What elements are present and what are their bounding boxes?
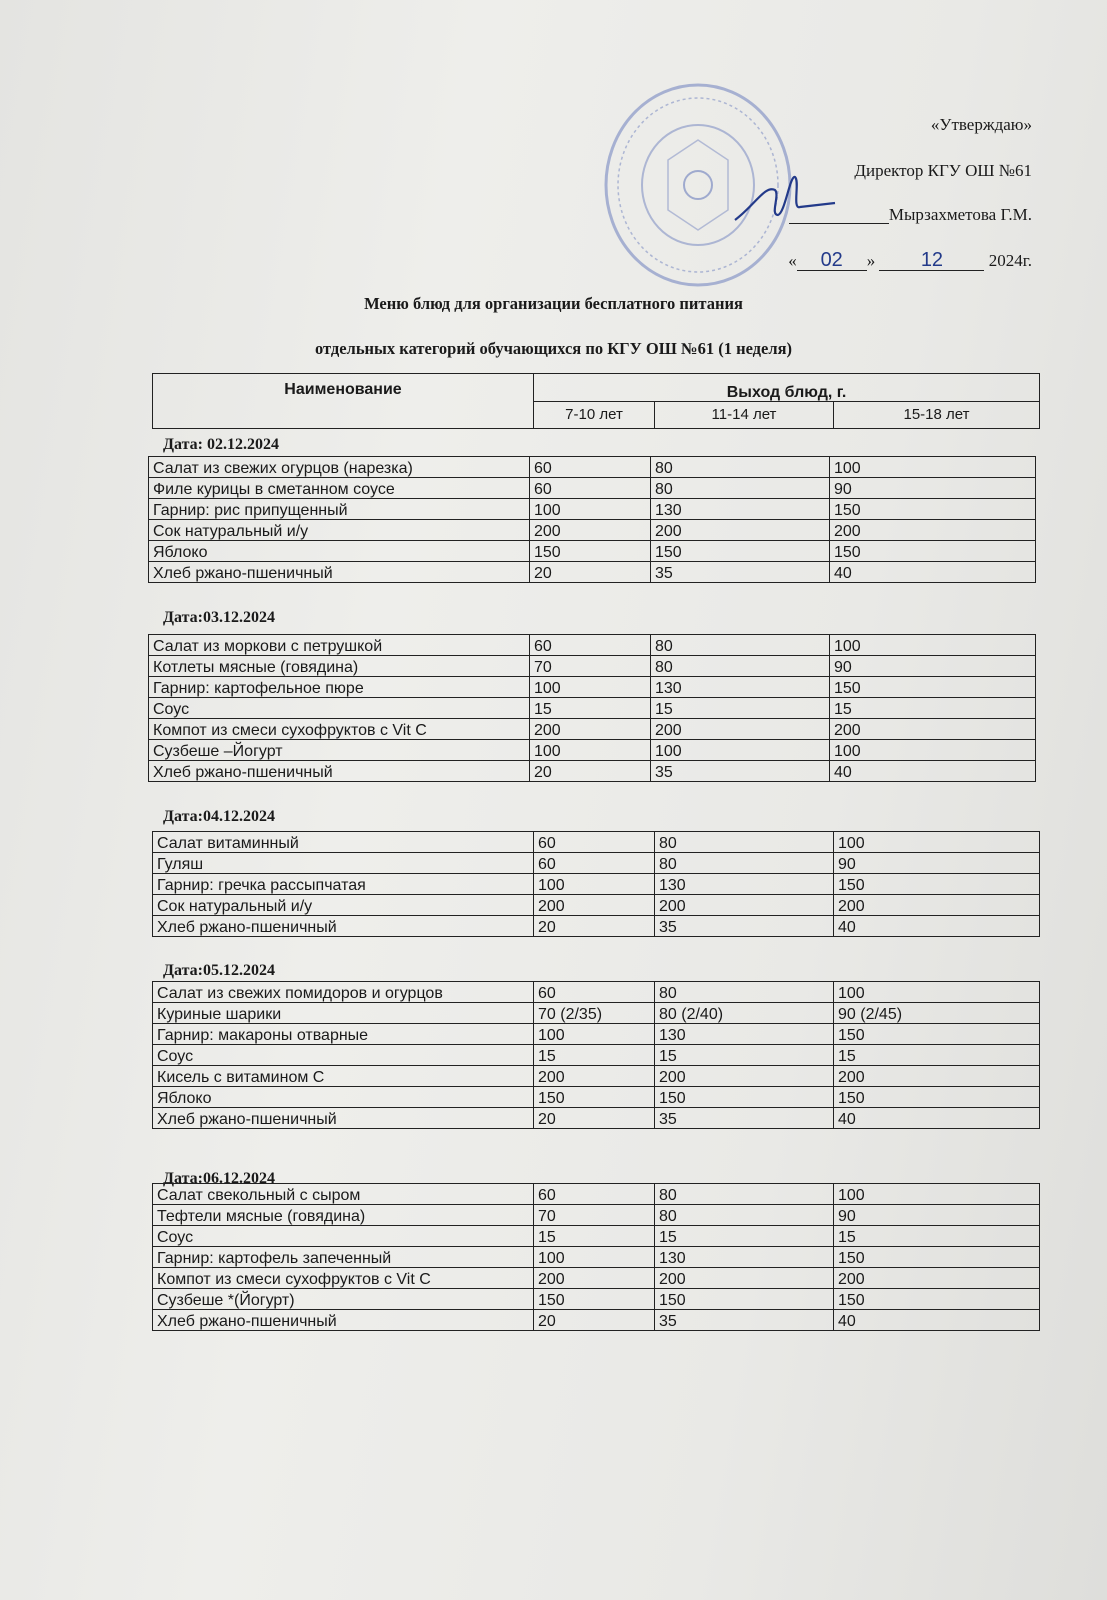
portion-15-18: 40 [834, 1108, 1040, 1129]
age-7-10: 7-10 лет [534, 401, 655, 429]
portion-11-14: 150 [655, 1289, 834, 1310]
portion-7-10: 150 [534, 1087, 655, 1108]
table-row [153, 1045, 1040, 1066]
table-row [153, 1247, 1040, 1268]
dish-name: Салат из свежих помидоров и огурцов [153, 982, 534, 1003]
table-row [153, 1024, 1040, 1045]
portion-15-18: 15 [834, 1045, 1040, 1066]
portion-15-18: 150 [834, 1087, 1040, 1108]
menu-header-table [152, 373, 1040, 429]
portion-15-18: 15 [830, 698, 1036, 719]
header-output-column: Выход блюд, г. [534, 374, 1040, 402]
table-row [153, 1268, 1040, 1289]
director-name: Мырзахметова Г.М. [888, 205, 1032, 224]
dish-name: Тефтели мясные (говядина) [153, 1205, 534, 1226]
day-menu-table [148, 456, 1036, 583]
table-row [153, 1226, 1040, 1247]
portion-15-18: 150 [834, 874, 1040, 895]
day-date-label: Дата:04.12.2024 [163, 808, 275, 825]
portion-7-10: 70 (2/35) [534, 1003, 655, 1024]
day-menu-table [152, 831, 1040, 937]
portion-7-10: 60 [534, 853, 655, 874]
portion-7-10: 60 [530, 457, 651, 478]
portion-15-18: 90 (2/45) [834, 1003, 1040, 1024]
portion-7-10: 60 [530, 635, 651, 656]
portion-7-10: 200 [534, 1268, 655, 1289]
dish-name: Кисель с витамином С [153, 1066, 534, 1087]
approve-heading: «Утверждаю» [930, 115, 1032, 134]
portion-15-18: 150 [830, 677, 1036, 698]
dish-name: Хлеб ржано-пшеничный [153, 916, 534, 937]
day-date-label: Дата:06.12.2024 [163, 1170, 275, 1187]
portion-11-14: 15 [655, 1226, 834, 1247]
portion-15-18: 100 [830, 635, 1036, 656]
dish-name: Куриные шарики [153, 1003, 534, 1024]
portion-15-18: 150 [830, 541, 1036, 562]
director-name-line [789, 206, 1032, 224]
table-row [153, 982, 1040, 1003]
age-11-14: 11-14 лет [655, 401, 834, 429]
portion-11-14: 130 [655, 1024, 834, 1045]
approval-month: 12 [879, 250, 984, 271]
portion-7-10: 200 [534, 1066, 655, 1087]
portion-11-14: 130 [655, 874, 834, 895]
portion-15-18: 150 [834, 1247, 1040, 1268]
portion-7-10: 100 [534, 874, 655, 895]
portion-15-18: 200 [834, 1268, 1040, 1289]
header-name-column: Наименование [153, 374, 534, 429]
portion-7-10: 15 [534, 1045, 655, 1066]
table-row [149, 719, 1036, 740]
dish-name: Гуляш [153, 853, 534, 874]
portion-7-10: 100 [530, 499, 651, 520]
portion-15-18: 100 [830, 457, 1036, 478]
table-row [153, 1184, 1040, 1205]
portion-7-10: 60 [534, 982, 655, 1003]
approval-year: 2024г. [988, 251, 1032, 270]
day-date-label: Дата: 02.12.2024 [163, 436, 279, 453]
dish-name: Хлеб ржано-пшеничный [153, 1310, 534, 1331]
dish-name: Хлеб ржано-пшеничный [149, 562, 530, 583]
table-row [149, 677, 1036, 698]
portion-15-18: 200 [834, 1066, 1040, 1087]
table-row [149, 635, 1036, 656]
portion-15-18: 200 [830, 520, 1036, 541]
approval-day: 02 [797, 250, 867, 271]
portion-7-10: 100 [530, 740, 651, 761]
dish-name: Салат витаминный [153, 832, 534, 853]
table-row [149, 499, 1036, 520]
portion-7-10: 200 [530, 520, 651, 541]
portion-11-14: 35 [655, 1310, 834, 1331]
dish-name: Салат свекольный с сыром [153, 1184, 534, 1205]
portion-7-10: 70 [530, 656, 651, 677]
portion-7-10: 200 [534, 895, 655, 916]
portion-7-10: 20 [530, 761, 651, 782]
dish-name: Соус [153, 1045, 534, 1066]
dish-name: Филе курицы в сметанном соусе [149, 478, 530, 499]
portion-7-10: 100 [534, 1247, 655, 1268]
portion-15-18: 40 [830, 761, 1036, 782]
portion-15-18: 15 [834, 1226, 1040, 1247]
portion-15-18: 100 [834, 1184, 1040, 1205]
portion-11-14: 15 [655, 1045, 834, 1066]
dish-name: Гарнир: гречка рассыпчатая [153, 874, 534, 895]
portion-11-14: 80 [651, 635, 830, 656]
table-row [149, 541, 1036, 562]
portion-11-14: 130 [651, 499, 830, 520]
table-row [149, 562, 1036, 583]
portion-11-14: 80 [651, 656, 830, 677]
day-menu-table [148, 634, 1036, 782]
portion-7-10: 15 [534, 1226, 655, 1247]
table-row [153, 1003, 1040, 1024]
day-date-label: Дата:03.12.2024 [163, 609, 275, 626]
dish-name: Компот из смеси сухофруктов с Vit С [153, 1268, 534, 1289]
dish-name: Сузбеше –Йогурт [149, 740, 530, 761]
portion-11-14: 130 [651, 677, 830, 698]
portion-15-18: 200 [834, 895, 1040, 916]
dish-name: Гарнир: картофель запеченный [153, 1247, 534, 1268]
portion-11-14: 35 [655, 1108, 834, 1129]
dish-name: Гарнир: рис припущенный [149, 499, 530, 520]
table-row [153, 916, 1040, 937]
portion-11-14: 35 [651, 761, 830, 782]
portion-15-18: 90 [830, 656, 1036, 677]
portion-7-10: 150 [534, 1289, 655, 1310]
menu-title-line1: Меню блюд для организации бесплатного питания [364, 294, 743, 313]
dish-name: Сузбеше *(Йогурт) [153, 1289, 534, 1310]
dish-name: Соус [149, 698, 530, 719]
portion-11-14: 130 [655, 1247, 834, 1268]
portion-15-18: 100 [834, 982, 1040, 1003]
day-menu-table [152, 1183, 1040, 1331]
table-row [153, 1205, 1040, 1226]
portion-7-10: 60 [534, 1184, 655, 1205]
portion-11-14: 200 [655, 895, 834, 916]
table-row [153, 832, 1040, 853]
portion-7-10: 20 [534, 1310, 655, 1331]
portion-15-18: 150 [834, 1024, 1040, 1045]
portion-11-14: 150 [655, 1087, 834, 1108]
age-15-18: 15-18 лет [834, 401, 1040, 429]
dish-name: Котлеты мясные (говядина) [149, 656, 530, 677]
table-row [149, 740, 1036, 761]
portion-7-10: 100 [534, 1024, 655, 1045]
menu-title-line2: отдельных категорий обучающихся по КГУ ОШ №61 (1 неделя) [314, 339, 793, 358]
portion-11-14: 80 (2/40) [655, 1003, 834, 1024]
portion-7-10: 20 [534, 1108, 655, 1129]
portion-11-14: 35 [655, 916, 834, 937]
portion-7-10: 150 [530, 541, 651, 562]
portion-7-10: 20 [534, 916, 655, 937]
director-position: Директор КГУ ОШ №61 [854, 161, 1032, 180]
portion-11-14: 150 [651, 541, 830, 562]
portion-15-18: 100 [834, 832, 1040, 853]
portion-11-14: 35 [651, 562, 830, 583]
portion-11-14: 200 [651, 520, 830, 541]
table-row [153, 1066, 1040, 1087]
table-row [153, 1289, 1040, 1310]
portion-11-14: 200 [655, 1066, 834, 1087]
dish-name: Сок натуральный и/у [153, 895, 534, 916]
table-row [153, 874, 1040, 895]
dish-name: Салат из свежих огурцов (нарезка) [149, 457, 530, 478]
table-row [153, 1087, 1040, 1108]
dish-name: Соус [153, 1226, 534, 1247]
portion-11-14: 200 [655, 1268, 834, 1289]
table-row [149, 478, 1036, 499]
portion-7-10: 200 [530, 719, 651, 740]
portion-7-10: 15 [530, 698, 651, 719]
dish-name: Сок натуральный и/у [149, 520, 530, 541]
portion-11-14: 15 [651, 698, 830, 719]
table-row [153, 895, 1040, 916]
portion-11-14: 80 [651, 457, 830, 478]
table-row [149, 656, 1036, 677]
day-menu-table [152, 981, 1040, 1129]
portion-15-18: 90 [830, 478, 1036, 499]
table-row [149, 761, 1036, 782]
portion-7-10: 60 [534, 832, 655, 853]
portion-7-10: 70 [534, 1205, 655, 1226]
portion-7-10: 100 [530, 677, 651, 698]
portion-7-10: 60 [530, 478, 651, 499]
signature-icon [730, 165, 840, 235]
day-date-label: Дата:05.12.2024 [163, 962, 275, 979]
portion-15-18: 90 [834, 1205, 1040, 1226]
table-row [153, 1108, 1040, 1129]
portion-15-18: 40 [830, 562, 1036, 583]
portion-11-14: 100 [651, 740, 830, 761]
table-row [153, 853, 1040, 874]
portion-11-14: 80 [655, 853, 834, 874]
dish-name: Салат из моркови с петрушкой [149, 635, 530, 656]
portion-11-14: 200 [651, 719, 830, 740]
dish-name: Хлеб ржано-пшеничный [153, 1108, 534, 1129]
table-row [149, 520, 1036, 541]
portion-15-18: 150 [830, 499, 1036, 520]
portion-11-14: 80 [655, 832, 834, 853]
portion-11-14: 80 [651, 478, 830, 499]
dish-name: Гарнир: картофельное пюре [149, 677, 530, 698]
dish-name: Гарнир: макароны отварные [153, 1024, 534, 1045]
portion-7-10: 20 [530, 562, 651, 583]
portion-11-14: 80 [655, 982, 834, 1003]
dish-name: Хлеб ржано-пшеничный [149, 761, 530, 782]
portion-15-18: 40 [834, 1310, 1040, 1331]
table-row [149, 457, 1036, 478]
approval-date: « 02 » 12 2024г. [788, 249, 1032, 271]
dish-name: Компот из смеси сухофруктов с Vit C [149, 719, 530, 740]
portion-15-18: 200 [830, 719, 1036, 740]
dish-name: Яблоко [149, 541, 530, 562]
table-row [149, 698, 1036, 719]
portion-11-14: 80 [655, 1205, 834, 1226]
portion-15-18: 150 [834, 1289, 1040, 1310]
portion-15-18: 100 [830, 740, 1036, 761]
portion-15-18: 90 [834, 853, 1040, 874]
table-row [153, 1310, 1040, 1331]
portion-11-14: 80 [655, 1184, 834, 1205]
portion-15-18: 40 [834, 916, 1040, 937]
dish-name: Яблоко [153, 1087, 534, 1108]
